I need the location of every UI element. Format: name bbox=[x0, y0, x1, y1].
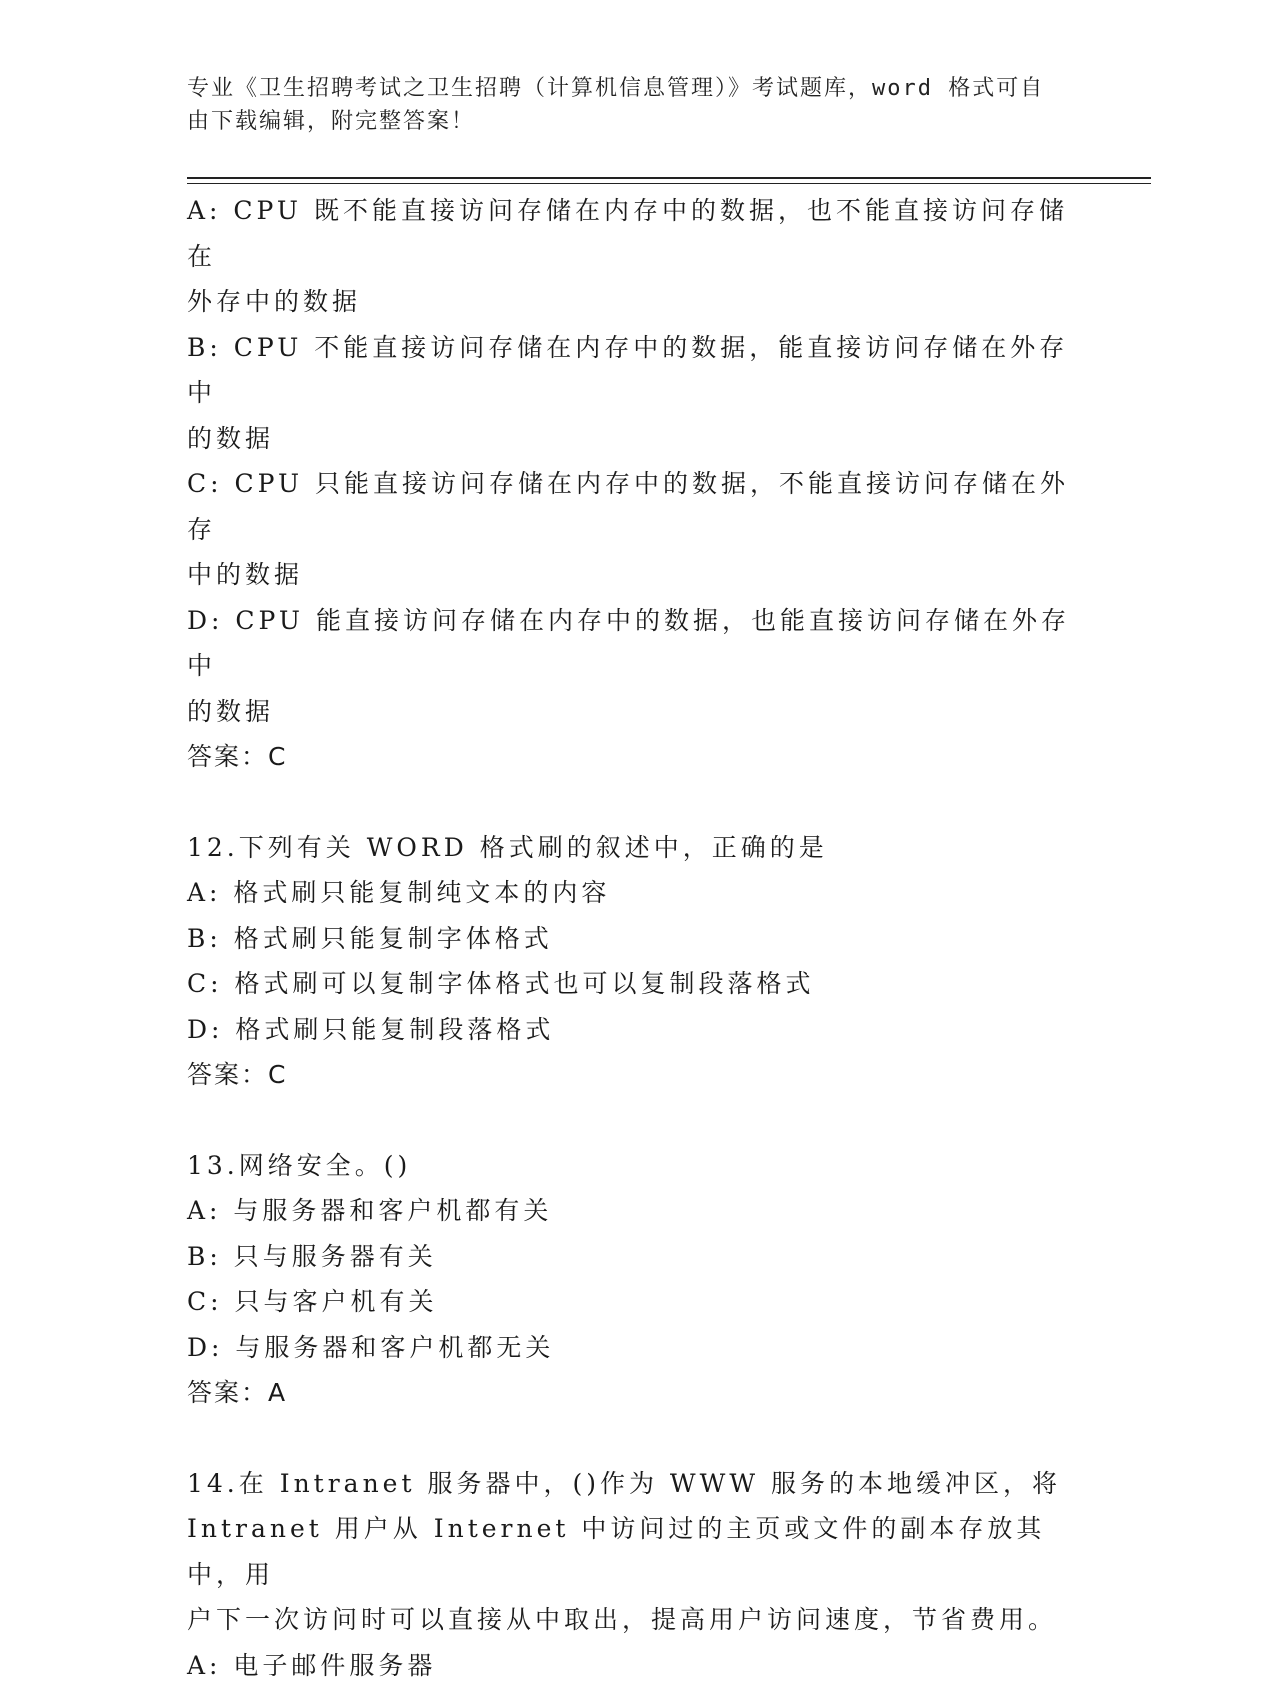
header-rule-thin bbox=[187, 183, 1151, 184]
question-13 bbox=[187, 1143, 1077, 1416]
question-text-line-3: 户下一次访问时可以直接从中取出，提高用户访问速度，节省费用。 bbox=[187, 1597, 1077, 1643]
answer: 答案：C bbox=[187, 1052, 1077, 1098]
question-text-line-2: Intranet 用户从 Internet 中访问过的主页或文件的副本存放其中，用 bbox=[187, 1506, 1077, 1597]
option-d-line-2: 的数据 bbox=[187, 689, 1077, 735]
option-b-line-2: 的数据 bbox=[187, 416, 1077, 462]
question-gap bbox=[187, 1098, 1077, 1143]
question-text-line-1: 14.在 Intranet 服务器中，()作为 WWW 服务的本地缓冲区，将 bbox=[187, 1461, 1077, 1507]
answer: 答案：A bbox=[187, 1370, 1077, 1416]
header-line-2: 由下载编辑，附完整答案！ bbox=[187, 105, 1087, 138]
option-d: D: 格式刷只能复制段落格式 bbox=[187, 1007, 1077, 1053]
document-header bbox=[187, 72, 1087, 138]
option-a-line-2: 外存中的数据 bbox=[187, 279, 1077, 325]
question-12 bbox=[187, 825, 1077, 1098]
option-c: C: 格式刷可以复制字体格式也可以复制段落格式 bbox=[187, 961, 1077, 1007]
answer: 答案：C bbox=[187, 734, 1077, 780]
question-11 bbox=[187, 188, 1077, 780]
question-gap bbox=[187, 1416, 1077, 1461]
option-a-line-1: A: CPU 既不能直接访问存储在内存中的数据，也不能直接访问存储在 bbox=[187, 188, 1077, 279]
option-b-line-1: B: CPU 不能直接访问存储在内存中的数据，能直接访问存储在外存中 bbox=[187, 325, 1077, 416]
option-a: A: 格式刷只能复制纯文本的内容 bbox=[187, 870, 1077, 916]
option-d: D: 与服务器和客户机都无关 bbox=[187, 1325, 1077, 1371]
option-c: C: 只与客户机有关 bbox=[187, 1279, 1077, 1325]
option-b: B: 只与服务器有关 bbox=[187, 1234, 1077, 1280]
option-a: A: 电子邮件服务器 bbox=[187, 1643, 1077, 1688]
header-line-1: 专业《卫生招聘考试之卫生招聘（计算机信息管理）》考试题库，word 格式可自 bbox=[187, 72, 1087, 105]
question-list bbox=[187, 188, 1077, 1688]
header-rule-thick bbox=[187, 177, 1151, 179]
question-text: 12.下列有关 WORD 格式刷的叙述中，正确的是 bbox=[187, 825, 1077, 871]
question-14 bbox=[187, 1461, 1077, 1688]
option-c-line-1: C: CPU 只能直接访问存储在内存中的数据，不能直接访问存储在外存 bbox=[187, 461, 1077, 552]
question-text: 13.网络安全。() bbox=[187, 1143, 1077, 1189]
option-a: A: 与服务器和客户机都有关 bbox=[187, 1188, 1077, 1234]
question-gap bbox=[187, 780, 1077, 825]
option-b: B: 格式刷只能复制字体格式 bbox=[187, 916, 1077, 962]
option-c-line-2: 中的数据 bbox=[187, 552, 1077, 598]
option-d-line-1: D: CPU 能直接访问存储在内存中的数据，也能直接访问存储在外存中 bbox=[187, 598, 1077, 689]
